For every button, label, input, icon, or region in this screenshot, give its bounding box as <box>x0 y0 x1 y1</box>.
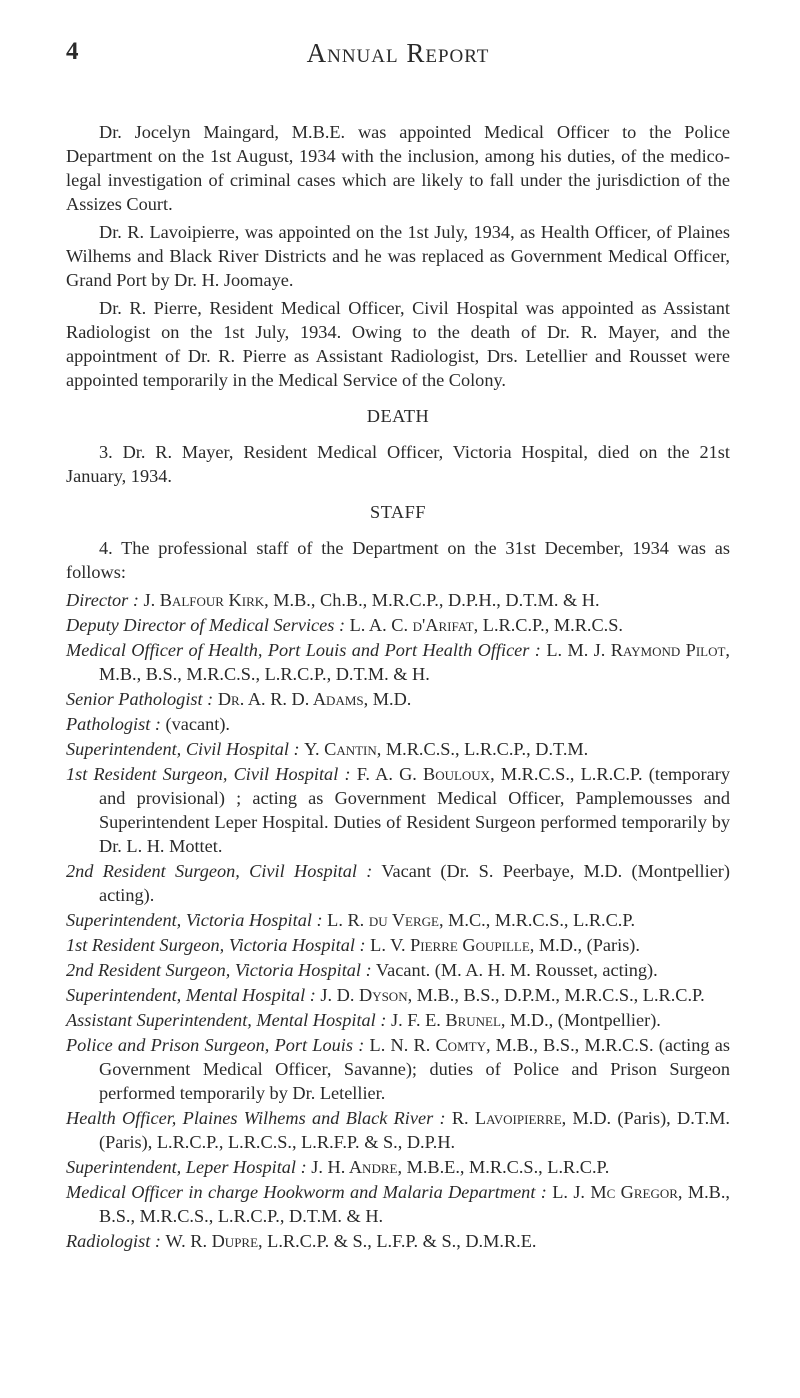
death-heading: DEATH <box>366 406 430 426</box>
staff-qualifications: M.B., B.S., M.R.C.S. (acting as Government Medical Officer, Savanne); duties of Police and Prison Surgeon performed temporarily by Dr. Letellier. <box>99 1035 730 1103</box>
staff-qualifications: M.B., B.S., M.R.C.S., L.R.C.P., D.T.M. & H. <box>99 1182 731 1226</box>
staff-name: L. V. Pierre Goupille, <box>370 935 535 955</box>
staff-qualifications: M.B.E., M.R.C.S., L.R.C.P. <box>402 1157 610 1177</box>
staff-entry <box>66 762 730 858</box>
staff-qualifications: (vacant). <box>165 714 230 734</box>
page-header <box>66 38 730 78</box>
staff-entry <box>66 983 730 1007</box>
staff-entry <box>66 1180 730 1228</box>
staff-name: L. J. Mc Gregor, <box>552 1182 683 1202</box>
staff-intro: 4. The professional staff of the Department on the 31st December, 1934 was as follows: <box>66 538 730 582</box>
staff-role: Medical Officer in charge Hookworm and Malaria Department : <box>66 1182 547 1202</box>
staff-entry <box>66 1155 730 1179</box>
document-body <box>66 120 730 1254</box>
staff-role: 2nd Resident Surgeon, Civil Hospital : <box>66 861 373 881</box>
staff-name: J. Balfour Kirk, <box>143 590 269 610</box>
staff-entry <box>66 1106 730 1154</box>
staff-qualifications: M.D. (Paris), D.T.M. (Paris), L.R.C.P., L.R.C.S., L.R.F.P. & S., D.P.H. <box>99 1108 730 1152</box>
staff-qualifications: M.B., B.S., D.P.M., M.R.C.S., L.R.C.P. <box>412 985 705 1005</box>
staff-name: L. R. du Verge, <box>327 910 444 930</box>
staff-name: L. M. J. Raymond Pilot, <box>546 640 730 660</box>
staff-role: Police and Prison Surgeon, Port Louis : <box>66 1035 365 1055</box>
staff-qualifications: Vacant. (M. A. H. M. Rousset, acting). <box>375 960 658 980</box>
staff-name: W. R. Dupre, <box>165 1231 263 1251</box>
staff-name: J. H. Andre, <box>311 1157 403 1177</box>
staff-entry <box>66 737 730 761</box>
staff-role: Superintendent, Victoria Hospital : <box>66 910 323 930</box>
running-title: Annual Report <box>306 38 490 68</box>
paragraph-maingard: Dr. Jocelyn Maingard, M.B.E. was appointed Medical Officer to the Police Department on the 1st August, 1934 with the inclusion, among his duties, of the medico-legal investigation of criminal cases which are likely to fall under the jurisdiction of the Assizes Court. <box>66 122 730 214</box>
staff-name: Dr. A. R. D. Adams, <box>217 689 369 709</box>
staff-qualifications: M.D. <box>368 689 412 709</box>
staff-role: Deputy Director of Medical Services : <box>66 615 346 635</box>
staff-role: 1st Resident Surgeon, Victoria Hospital : <box>66 935 366 955</box>
death-paragraph: 3. Dr. R. Mayer, Resident Medical Officer, Victoria Hospital, died on the 21st January, 1934. <box>66 442 730 486</box>
page-number: 4 <box>66 38 79 65</box>
staff-entry <box>66 1033 730 1105</box>
staff-entry <box>66 687 730 711</box>
staff-name: J. D. Dyson, <box>320 985 413 1005</box>
staff-entry <box>66 908 730 932</box>
staff-qualifications: M.B., B.S., M.R.C.S., L.R.C.P., D.T.M. & H. <box>99 664 430 684</box>
staff-entry <box>66 859 730 907</box>
staff-qualifications: M.D., (Montpellier). <box>505 1010 661 1030</box>
staff-name: L. A. C. d'Arifat, <box>349 615 479 635</box>
staff-qualifications: M.C., M.R.C.S., L.R.C.P. <box>443 910 636 930</box>
staff-entry <box>66 712 730 736</box>
staff-entry <box>66 958 730 982</box>
staff-qualifications: L.R.C.P. & S., L.F.P. & S., D.M.R.E. <box>262 1231 537 1251</box>
staff-qualifications: Vacant (Dr. S. Peerbaye, M.D. (Montpellier) acting). <box>99 861 730 905</box>
staff-role: 2nd Resident Surgeon, Victoria Hospital : <box>66 960 372 980</box>
staff-qualifications: L.R.C.P., M.R.C.S. <box>478 615 623 635</box>
staff-role: Health Officer, Plaines Wilhems and Black River : <box>66 1108 446 1128</box>
staff-qualifications: M.R.C.S., L.R.C.P. (temporary and provisional) ; acting as Government Medical Officer, Pamplemousses and Superintendent Leper Hospital. Duties of Resident Surgeon performed temporarily by Dr. L. H. Mottet. <box>99 764 730 856</box>
staff-name: R. Lavoipierre, <box>451 1108 567 1128</box>
staff-role: Pathologist : <box>66 714 161 734</box>
staff-entry <box>66 588 730 612</box>
staff-qualifications: M.R.C.S., L.R.C.P., D.T.M. <box>381 739 589 759</box>
staff-role: Superintendent, Civil Hospital : <box>66 739 300 759</box>
staff-role: Senior Pathologist : <box>66 689 214 709</box>
staff-role: Superintendent, Mental Hospital : <box>66 985 316 1005</box>
staff-name: L. N. R. Comty, <box>369 1035 491 1055</box>
staff-list <box>66 588 730 1253</box>
staff-name: J. F. E. Brunel, <box>390 1010 506 1030</box>
staff-entry <box>66 638 730 686</box>
staff-role: 1st Resident Surgeon, Civil Hospital : <box>66 764 351 784</box>
staff-role: Medical Officer of Health, Port Louis and Port Health Officer : <box>66 640 541 660</box>
staff-role: Assistant Superintendent, Mental Hospital : <box>66 1010 387 1030</box>
staff-qualifications: M.D., (Paris). <box>534 935 640 955</box>
staff-role: Superintendent, Leper Hospital : <box>66 1157 307 1177</box>
staff-role: Radiologist : <box>66 1231 161 1251</box>
staff-name: F. A. G. Bouloux, <box>356 764 495 784</box>
staff-entry <box>66 933 730 957</box>
paragraph-lavoipierre: Dr. R. Lavoipierre, was appointed on the 1st July, 1934, as Health Officer, of Plaines Wilhems and Black River Districts and he was replaced as Government Medical Officer, Grand Port by Dr. H. Joomaye. <box>66 222 730 290</box>
staff-entry <box>66 613 730 637</box>
staff-role: Director : <box>66 590 139 610</box>
staff-entry <box>66 1008 730 1032</box>
staff-qualifications: M.B., Ch.B., M.R.C.P., D.P.H., D.T.M. & H. <box>268 590 600 610</box>
staff-heading: STAFF <box>370 502 426 522</box>
paragraph-pierre: Dr. R. Pierre, Resident Medical Officer, Civil Hospital was appointed as Assistant Radiologist on the 1st July, 1934. Owing to the death of Dr. R. Mayer, and the appointment of Dr. R. Pierre as Assistant Radiologist, Drs. Letellier and Rousset were appointed temporarily in the Medical Service of the Colony. <box>66 298 730 390</box>
staff-name: Y. Cantin, <box>304 739 382 759</box>
staff-entry <box>66 1229 730 1253</box>
